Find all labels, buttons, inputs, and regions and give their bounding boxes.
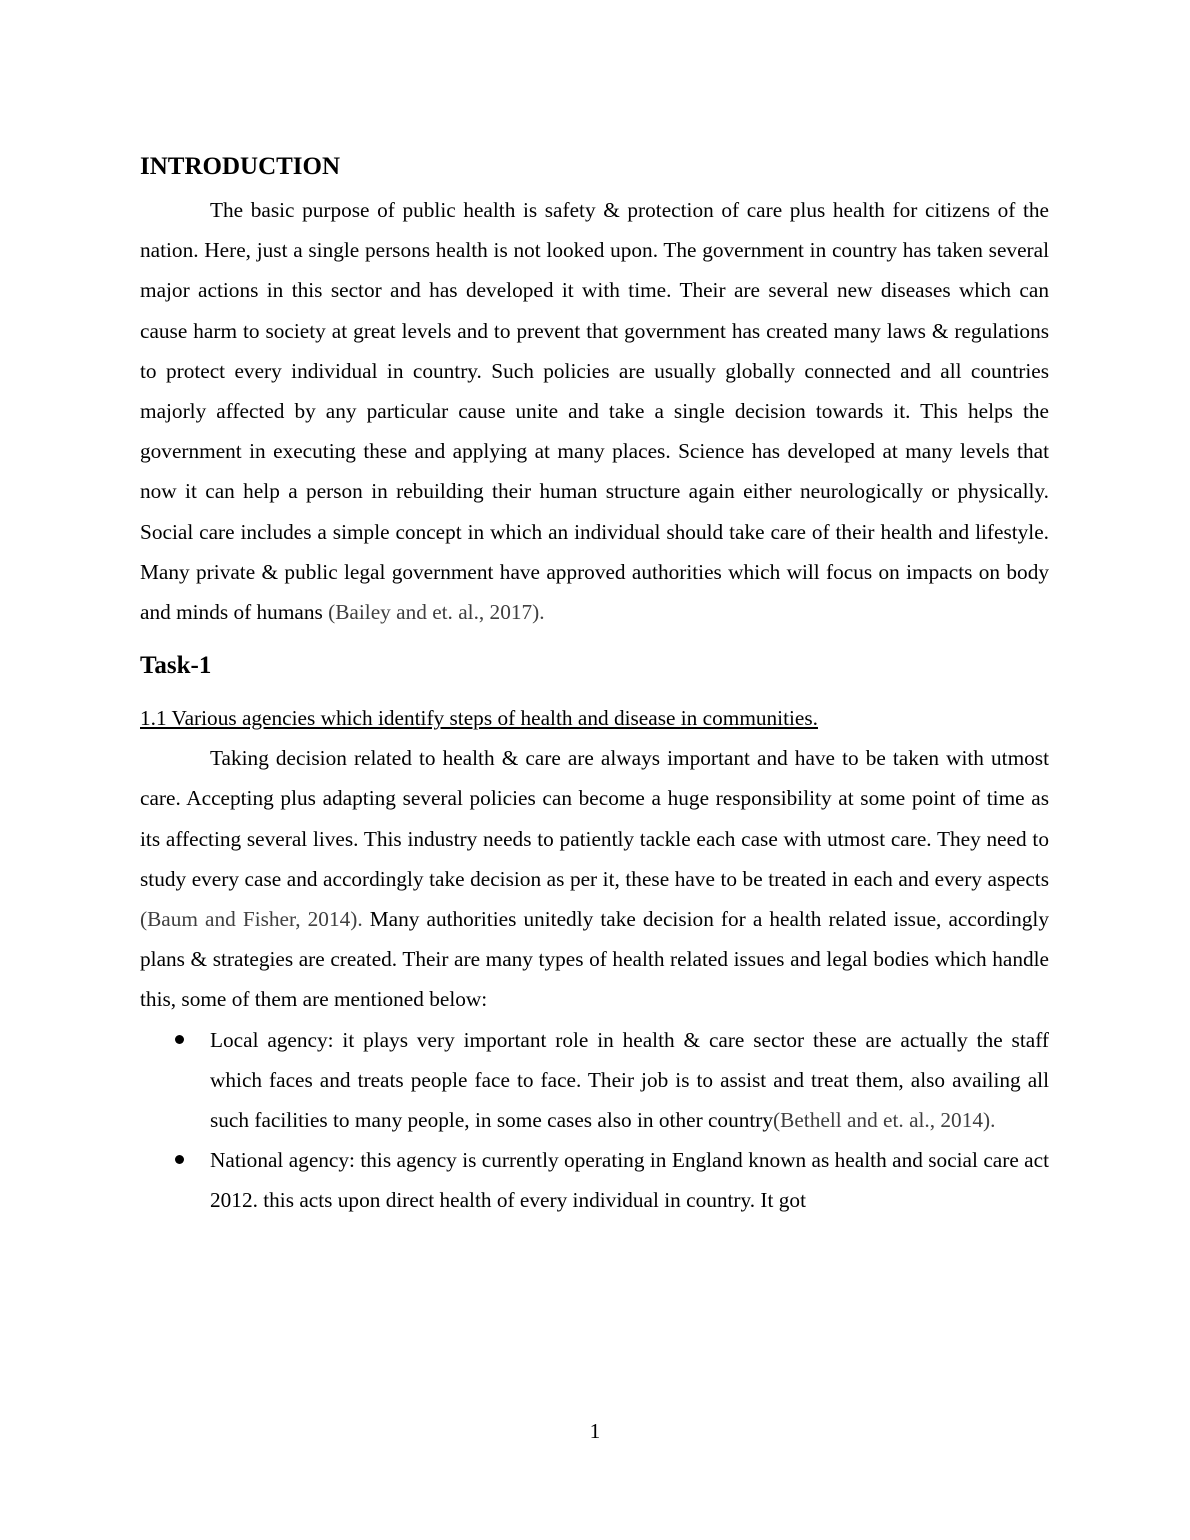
intro-text: The basic purpose of public health is safety & protection of care plus health for citizens of the nation. Here, just a single persons health is not looked upon. The government in country has taken several major actions in this sector and has developed it with time. Their are several new diseases which can cause harm to society at great levels and to prevent that government has created many laws & regulations to protect every individual in country. Such policies are usually globally connected and all countries majorly affected by any particular cause unite and take a single decision towards it. This helps the government in executing these and applying at many places. Science has developed at many levels that now it can help a person in rebuilding their human structure again either neurologically or physically. Social care includes a simple concept in which an individual should take care of their health and lifestyle. Many private & public legal government have approved authorities which will focus on impacts on body and minds of humans [140, 198, 1049, 625]
agency-list [140, 1020, 1049, 1221]
bullet-dot-icon [175, 1155, 184, 1164]
list-item-national-agency [140, 1140, 1049, 1220]
list-item-citation: (Bethell and et. al., 2014). [773, 1108, 996, 1133]
list-item-local-agency [140, 1020, 1049, 1141]
page-number: 1 [589, 1419, 601, 1443]
task-text-part-1: Taking decision related to health & care are always important and have to be taken with utmost care. Accepting plus adapting several policies can become a huge responsibility at some point of time as its affecting several lives. This industry needs to patiently tackle each case with utmost care. They need to study every case and accordingly take decision as per it, these have to be treated in each and every aspects [140, 746, 1049, 891]
task-paragraph [140, 738, 1049, 1019]
task-text-part-2: Many authorities unitedly take decision for a health related issue, accordingly plans & strategies are created. Their are many types of health related issues and legal bodies which handle this, some of them are mentioned below: [140, 907, 1049, 1012]
task-heading: Task-1 [140, 652, 212, 680]
section-subheading: 1.1 Various agencies which identify steps of health and disease in communities. [140, 706, 818, 731]
task-citation: (Baum and Fisher, 2014). [140, 907, 363, 932]
intro-heading: INTRODUCTION [140, 153, 341, 180]
intro-citation: (Bailey and et. al., 2017). [328, 600, 545, 625]
intro-paragraph [140, 190, 1049, 632]
list-item-text: National agency: this agency is currently operating in England known as health and social care act 2012. this acts upon direct health of every individual in country. It got [210, 1148, 1049, 1213]
page-content [140, 150, 1049, 1221]
bullet-dot-icon [175, 1035, 184, 1044]
list-item-text: Local agency: it plays very important role in health & care sector these are actually the staff which faces and treats people face to face. Their job is to assist and treat them, also availing all such facilities to many people, in some cases also in other country [210, 1027, 1049, 1133]
